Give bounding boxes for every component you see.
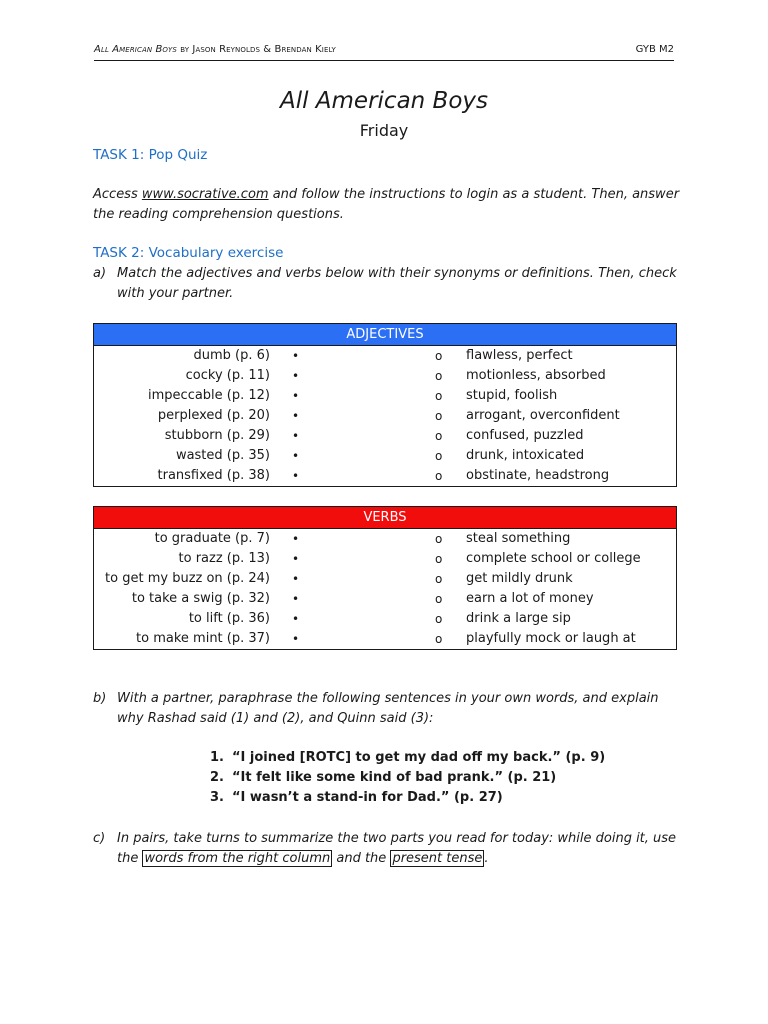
- adjectives-row: [94, 426, 676, 446]
- circle-icon: o: [435, 532, 443, 546]
- verbs-word: to take a swig (p. 32): [131, 591, 270, 606]
- page-subtitle: Friday: [359, 121, 409, 140]
- header-byline: by Jason Reynolds & Brendan Kiely: [180, 44, 336, 55]
- bullet-icon: •: [292, 469, 300, 483]
- verbs-header: VERBS: [94, 507, 676, 529]
- quote-number: 1.: [210, 750, 224, 765]
- verbs-definition: get mildly drunk: [466, 571, 573, 586]
- adjectives-definition: motionless, absorbed: [466, 368, 606, 383]
- verbs-definition: earn a lot of money: [466, 591, 594, 606]
- adjectives-rows: [94, 346, 676, 486]
- header-book-credit: [94, 44, 336, 55]
- adjectives-row: [94, 366, 676, 386]
- bullet-icon: •: [292, 389, 300, 403]
- adjectives-definition: arrogant, overconfident: [466, 408, 620, 423]
- quote-text: “I joined [ROTC] to get my dad off my back.” (p. 9): [232, 750, 606, 765]
- boxed-right-column: words from the right column: [144, 851, 331, 866]
- item-c-text: [117, 829, 682, 869]
- item-b-marker: b): [93, 691, 107, 706]
- circle-icon: o: [435, 349, 443, 363]
- circle-icon: o: [435, 612, 443, 626]
- adjectives-word: perplexed (p. 20): [157, 408, 270, 423]
- task1-text-after: and follow the instructions to login as a student. Then, answer the reading comprehension questions.: [93, 187, 680, 222]
- adjectives-row: [94, 466, 676, 486]
- adjectives-word: cocky (p. 11): [185, 368, 270, 383]
- bullet-icon: •: [292, 449, 300, 463]
- circle-icon: o: [435, 409, 443, 423]
- circle-icon: o: [435, 552, 443, 566]
- adjectives-definition: obstinate, headstrong: [466, 468, 610, 483]
- adjectives-row: [94, 446, 676, 466]
- bullet-icon: •: [292, 552, 300, 566]
- circle-icon: o: [435, 389, 443, 403]
- verbs-row: [94, 529, 676, 549]
- circle-icon: o: [435, 572, 443, 586]
- adjectives-word: transfixed (p. 38): [157, 468, 270, 483]
- adjectives-word: wasted (p. 35): [175, 448, 270, 463]
- adjectives-header: ADJECTIVES: [94, 324, 676, 346]
- adjectives-definition: confused, puzzled: [466, 428, 584, 443]
- bullet-icon: •: [292, 429, 300, 443]
- bullet-icon: •: [292, 349, 300, 363]
- adjectives-definition: flawless, perfect: [466, 348, 573, 363]
- circle-icon: o: [435, 592, 443, 606]
- item-c-text-after: .: [484, 851, 489, 866]
- verbs-row: [94, 549, 676, 569]
- verbs-word: to make mint (p. 37): [136, 631, 270, 646]
- circle-icon: o: [435, 632, 443, 646]
- quote-number: 3.: [210, 790, 224, 805]
- item-c-marker: c): [93, 831, 106, 846]
- circle-icon: o: [435, 429, 443, 443]
- boxed-present-tense: present tense: [392, 851, 483, 866]
- item-b-text: With a partner, paraphrase the following sentences in your own words, and explain why Rashad said (1) and (2), and Quinn said (3):: [117, 691, 659, 726]
- adjectives-row: [94, 386, 676, 406]
- quote-text: “It felt like some kind of bad prank.” (p. 21): [232, 770, 557, 785]
- socrative-link[interactable]: www.socrative.com: [141, 187, 269, 202]
- verbs-definition: playfully mock or laugh at: [466, 631, 636, 646]
- bullet-icon: •: [292, 369, 300, 383]
- verbs-definition: complete school or college: [466, 551, 641, 566]
- bullet-icon: •: [292, 409, 300, 423]
- quote-number: 2.: [210, 770, 224, 785]
- verbs-word: to lift (p. 36): [188, 611, 270, 626]
- verbs-row: [94, 609, 676, 629]
- task1-text-before: Access: [93, 187, 142, 202]
- page-header: [94, 44, 674, 61]
- verbs-rows: [94, 529, 676, 649]
- adjectives-word: stubborn (p. 29): [164, 428, 270, 443]
- bullet-icon: •: [292, 572, 300, 586]
- bullet-icon: •: [292, 532, 300, 546]
- header-code: GYB M2: [635, 44, 674, 55]
- circle-icon: o: [435, 449, 443, 463]
- adjectives-word: dumb (p. 6): [193, 348, 270, 363]
- task1-heading: TASK 1: Pop Quiz: [93, 147, 208, 163]
- task2-heading: TASK 2: Vocabulary exercise: [93, 245, 284, 261]
- item-c-text-middle: and the: [332, 851, 391, 866]
- item-a-marker: a): [93, 266, 107, 281]
- adjectives-word: impeccable (p. 12): [148, 388, 270, 403]
- bullet-icon: •: [292, 612, 300, 626]
- circle-icon: o: [435, 369, 443, 383]
- verbs-word: to graduate (p. 7): [154, 531, 270, 546]
- adjectives-definition: stupid, foolish: [466, 388, 558, 403]
- circle-icon: o: [435, 469, 443, 483]
- item-a-text: Match the adjectives and verbs below with their synonyms or definitions. Then, check with your partner.: [117, 266, 677, 301]
- verbs-row: [94, 569, 676, 589]
- verbs-table: [93, 506, 677, 650]
- verbs-row: [94, 589, 676, 609]
- verbs-definition: drink a large sip: [466, 611, 571, 626]
- verbs-word: to get my buzz on (p. 24): [105, 571, 270, 586]
- adjectives-definition: drunk, intoxicated: [466, 448, 585, 463]
- item-c-text-before: In pairs, take turns to summarize the two parts you read for today: while doing it, use the: [117, 831, 677, 866]
- adjectives-row: [94, 406, 676, 426]
- verbs-row: [94, 629, 676, 649]
- adjectives-row: [94, 346, 676, 366]
- page-title: All American Boys: [279, 88, 489, 114]
- quote-text: “I wasn’t a stand-in for Dad.” (p. 27): [232, 790, 503, 805]
- task1-instructions: [93, 185, 683, 225]
- bullet-icon: •: [292, 632, 300, 646]
- verbs-word: to razz (p. 13): [178, 551, 270, 566]
- verbs-definition: steal something: [466, 531, 571, 546]
- adjectives-table: [93, 323, 677, 487]
- header-book-title: All American Boys: [94, 44, 177, 55]
- bullet-icon: •: [292, 592, 300, 606]
